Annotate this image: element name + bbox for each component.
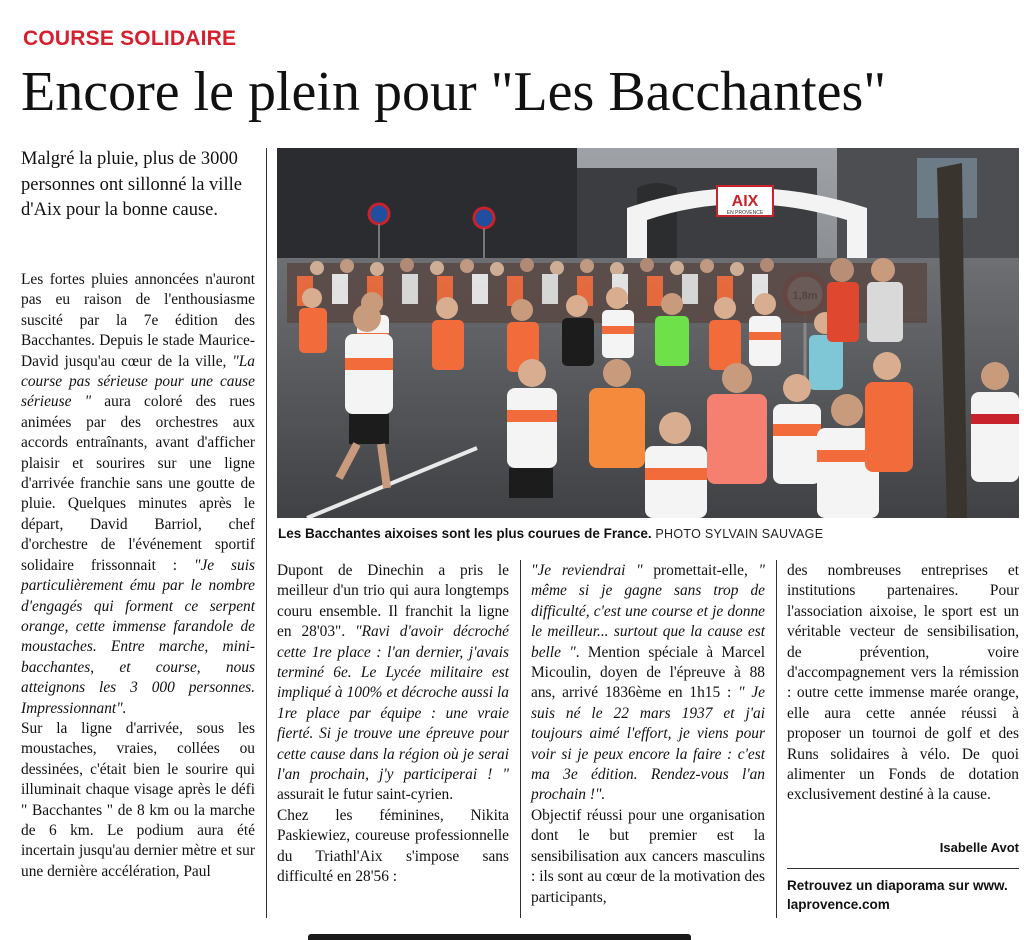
section-kicker: COURSE SOLIDAIRE [23, 27, 237, 50]
body-quote: "La course pas sérieuse pour une cause sérieuse " [21, 352, 255, 411]
column-rule [266, 148, 267, 918]
body-text: Les fortes pluies annoncées n'auront pas eu raison de l'enthousiasme suscité par la 7e édition des Bacchantes. Depuis le stade Maurice-David jusqu'au cœur de la ville, [21, 271, 255, 370]
arch-sign-subtext: EN PROVENCE [726, 210, 764, 216]
body-paragraph: Sur la ligne d'arrivée, sous les moustaches, vraies, collées ou dessinées, c'était bien le sourire qui illuminait chaque visage après le défi " Bacchantes " de 8 km ou la marche de 6 km. Le podium aura été incertain jusqu'au dernier mètre et sur une dernière accélération, Paul [21, 719, 255, 880]
photo-credit: PHOTO SYLVAIN SAUVAGE [655, 527, 824, 541]
body-quote: " Je suis né le 22 mars 1937 et j'ai toujours aimé l'effort, je viens pour voir si je peux encore la faire : c'est ma 3e édition. Rendez-vous l'an prochain !". [531, 684, 765, 804]
caption-text: Les Bacchantes aixoises sont les plus courues de France. [278, 526, 652, 541]
body-quote: " même si je gagne sans trop de difficulté, c'est une course et je donne le meilleur... surtout que la cause est belle " [531, 562, 765, 661]
column-rule [520, 560, 521, 918]
promo-divider [787, 868, 1019, 869]
bottom-scroll-handle[interactable] [308, 934, 691, 940]
body-text: promettait-elle, [642, 562, 759, 579]
body-text: . Mention spéciale à Marcel Micoulin, doyen de l'épreuve à 88 ans, arrivé 1836ème en 1h15 : [531, 643, 765, 702]
column-rule [776, 560, 777, 918]
body-paragraph: des nombreuses entreprises et institutions partenaires. Pour l'association aixoise, le sport est un véritable vecteur de sensibilisation, de prévention, voire d'accompagnement vers la rémission : outre cette immense marée orange, elle aura cette année réussi à proposer un tournoi de golf et des Runs solidaires à vélo. De quoi alimenter un Fonds de dotation exclusivement destiné à la cause. [787, 562, 1019, 804]
body-paragraph: Chez les féminines, Nikita Paskiewiez, coureuse professionnelle du Triathl'Aix s'impose sans difficulté en 28'56 : [277, 806, 509, 886]
slideshow-promo-link[interactable]: Retrouvez un diaporama sur www. laprovence.com [787, 878, 1008, 912]
body-column-2 [277, 561, 509, 888]
body-text: assurait le futur saint-cyrien. [277, 786, 454, 804]
photo-caption [278, 526, 1020, 541]
body-text: Dupont de Dinechin a pris le meilleur d'un trio qui aura longtemps couru ensemble. Il franchit la ligne en 28'03". [277, 562, 509, 641]
race-photo [277, 148, 1019, 518]
body-column-3 [531, 561, 765, 908]
arch-sign-text: AIX [731, 193, 759, 210]
body-text: aura coloré des rues animées par des orchestres aux accords entraînants, avant d'afficher plaisir et sourires sur une ligne d'arrivée franchie sans une goutte de pluie. Quelques minutes après le départ, David Barriol, chef d'orchestre de l'événement sportif solidaire frissonnait : [21, 393, 256, 574]
body-quote: "Ravi d'avoir décroché cette 1re place : l'an dernier, j'avais terminé 6e. Le Lycée militaire est impliqué à 100% et décroche aussi la 1re place par équipe : une vraie fierté. Si je trouve une épreuve pour cette cause dans la région où je serai l'an prochain, j'y participerai ! " [277, 623, 510, 784]
body-paragraph: Objectif réussi pour une organisation dont le but premier est la sensibilisation aux cancers masculins : ils sont au cœur de la motivation des participants, [531, 806, 765, 906]
body-column-4 [787, 561, 1019, 806]
body-quote: "Je suis particulièrement ému par le nombre d'engagés qui forment ce serpent orange, cette immense farandole de moustaches. Entre marche, mini-bacchantes, et course, nous atteignons les 3 000 personnes. Impressionnant". [21, 556, 255, 717]
author-byline: Isabelle Avot [939, 840, 1019, 855]
body-quote: "Je reviendrai " [531, 562, 643, 579]
article-lead: Malgré la pluie, plus de 3000 personnes ont sillonné la ville d'Aix pour la bonne cause. [21, 149, 242, 220]
body-column-1 [21, 270, 255, 882]
article-headline: Encore le plein pour "Les Bacchantes" [21, 61, 887, 123]
